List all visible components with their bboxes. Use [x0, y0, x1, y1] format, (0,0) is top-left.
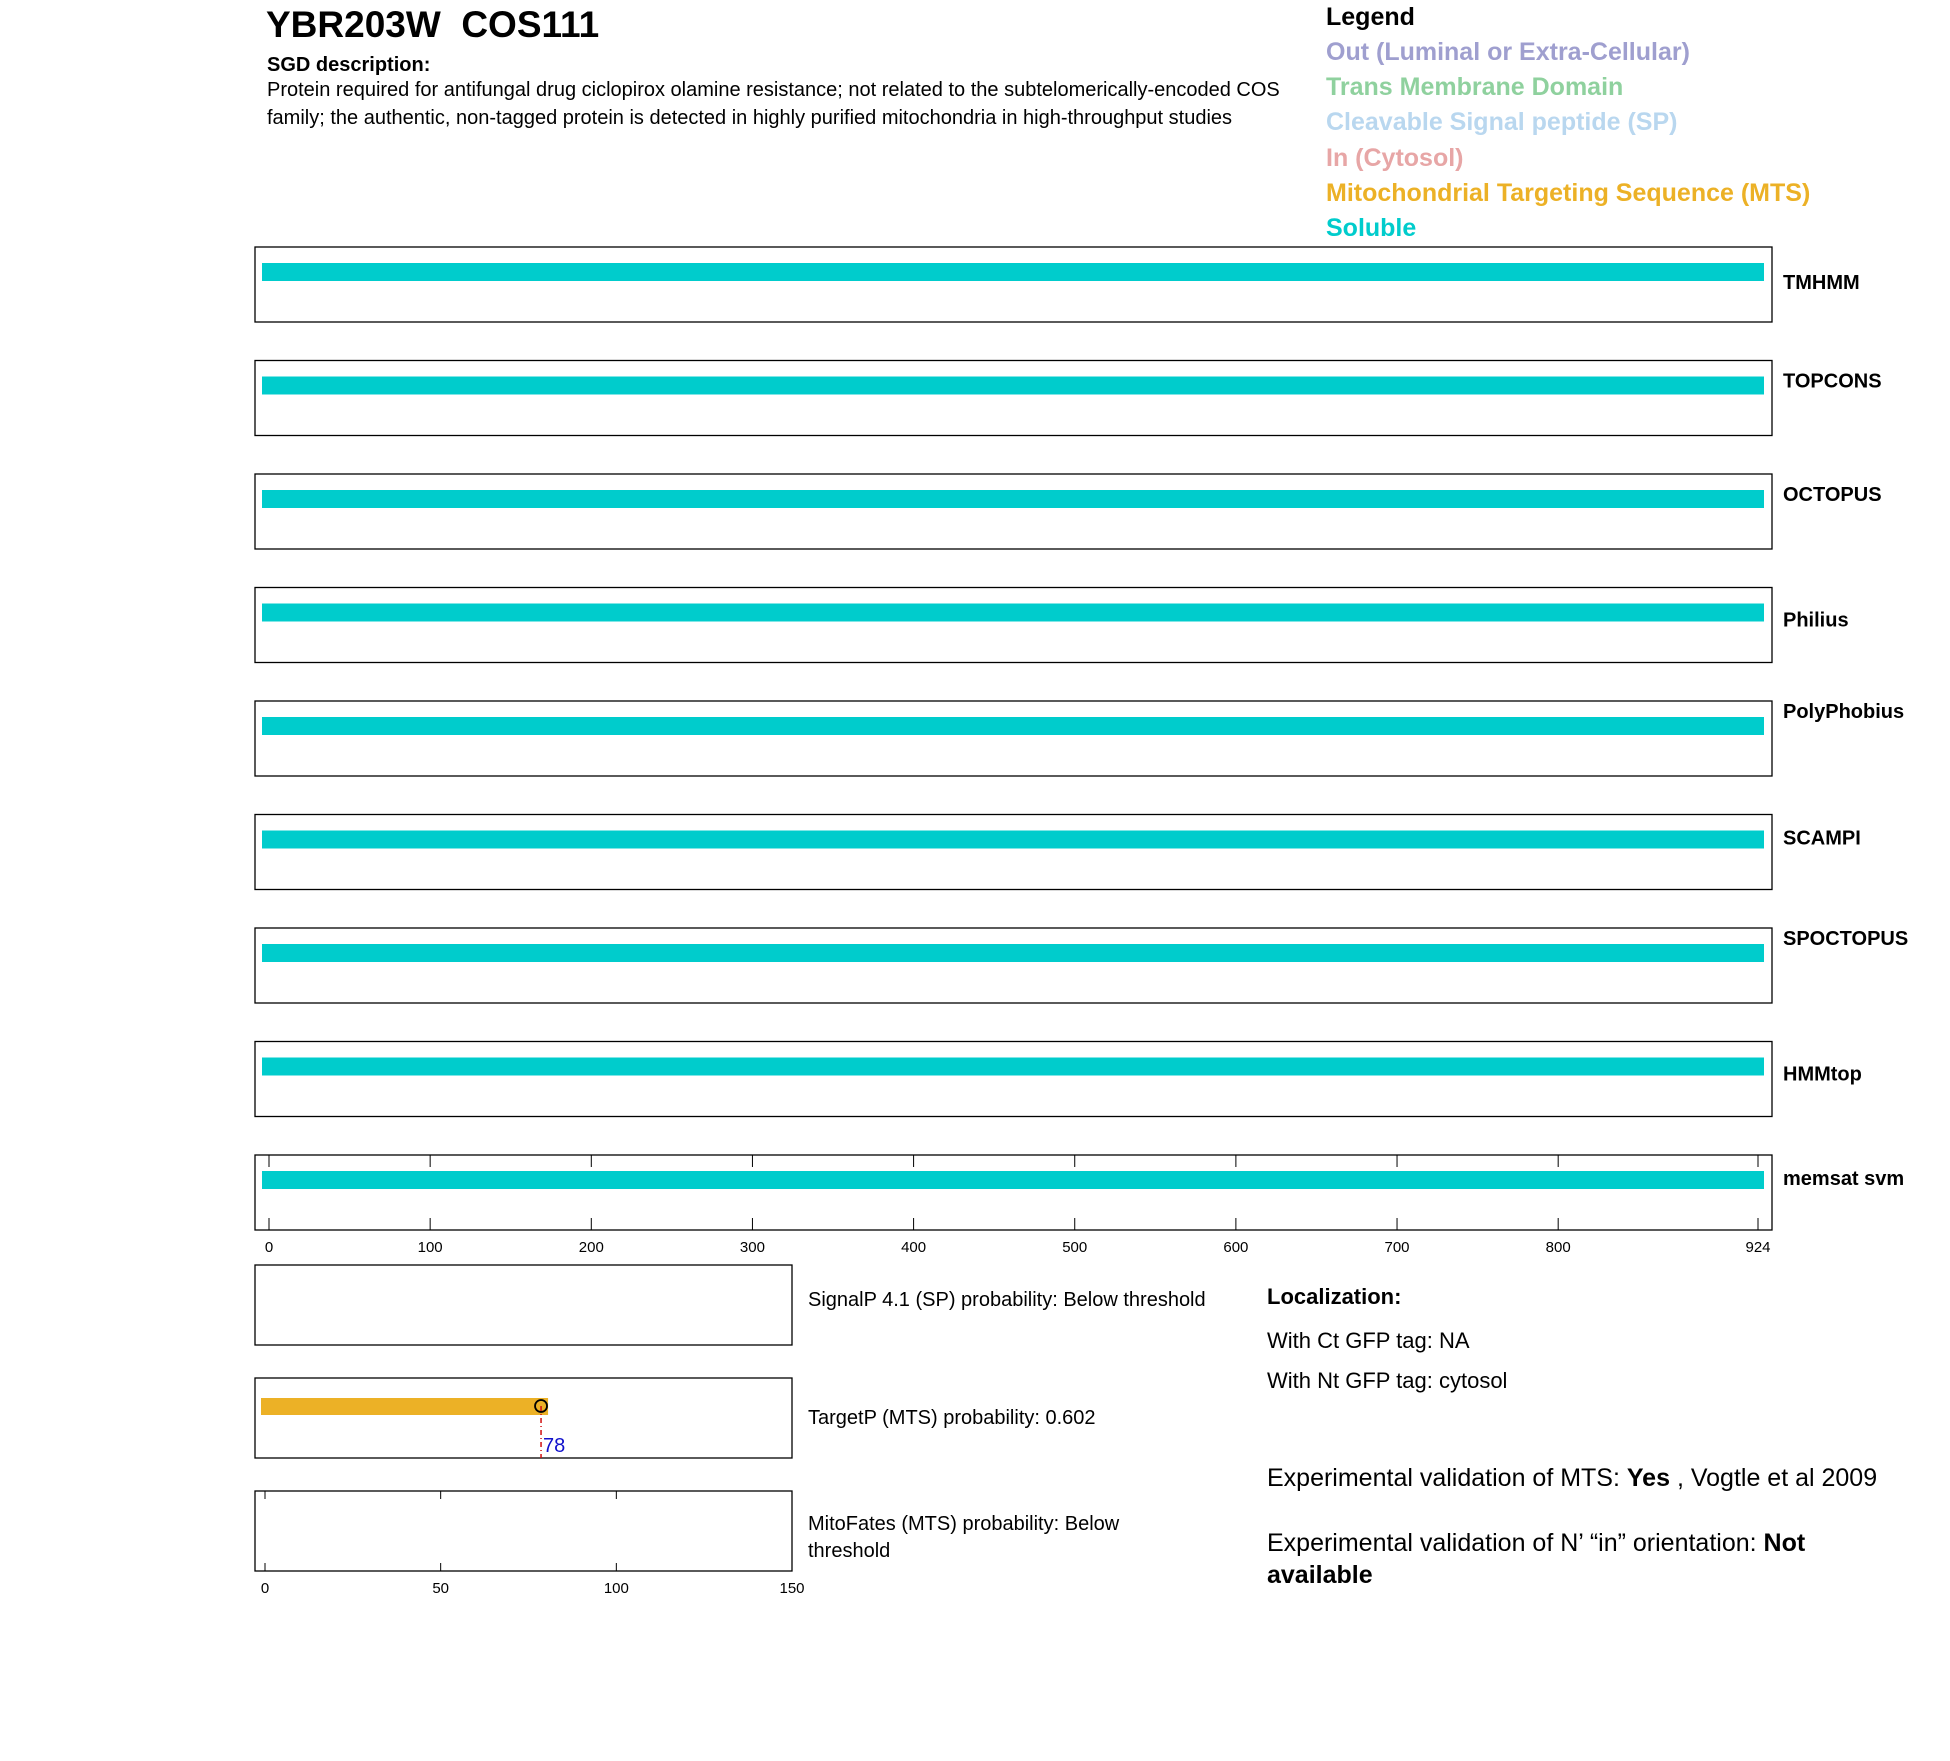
- panel-scampi: [255, 815, 1772, 890]
- mts-validation-value: Yes: [1626, 1464, 1670, 1492]
- tick-label-300: 300: [739, 1239, 765, 1256]
- panel-topcons: [255, 361, 1772, 436]
- legend-title: Legend: [1326, 3, 1415, 31]
- panel-octopus: [255, 474, 1772, 549]
- localization-ct-gfp: With Ct GFP tag: NA: [1267, 1328, 1470, 1353]
- sgd-description-text: Protein required for antifungal drug ciclopirox olamine resistance; not related to the subtelomerically-encoded COS family; the authentic, non-tagged protein is detected in highly purified mitochondria in high-throughput studies: [267, 79, 1280, 129]
- panel-spoctopus: [255, 928, 1772, 1003]
- bar-spoctopus-soluble: [262, 944, 1764, 962]
- bar-targetp-mts: [261, 1398, 548, 1415]
- bar-topcons-soluble: [262, 377, 1764, 395]
- panel-targetp: [255, 1378, 792, 1458]
- legend-item-trans-membrane: Trans Membrane Domain: [1326, 73, 1624, 101]
- tick-label-0: 0: [264, 1239, 274, 1256]
- targetp-probability: TargetP (MTS) probability: 0.602: [808, 1407, 1096, 1429]
- signalp-probability: SignalP 4.1 (SP) probability: Below threshold: [808, 1289, 1206, 1311]
- orientation-validation-prefix: Experimental validation of N’ “in” orientation:: [1267, 1529, 1764, 1557]
- tool-label-philius: Philius: [1783, 609, 1849, 632]
- legend-item-signal-peptide: Cleavable Signal peptide (SP): [1326, 108, 1678, 136]
- small-tick-label-50: 50: [432, 1580, 450, 1597]
- gene-title: YBR203W COS111: [266, 4, 600, 45]
- tool-label-tmhmm: TMHMM: [1783, 272, 1860, 294]
- bar-polyphobius-soluble: [262, 717, 1764, 735]
- orientation-validation-value: Not available: [1267, 1529, 1806, 1589]
- bar-tmhmm-soluble: [262, 263, 1764, 281]
- tick-label-800: 800: [1545, 1239, 1571, 1256]
- mts-validation-reference: , Vogtle et al 2009: [1670, 1464, 1878, 1492]
- tool-label-hmmtop: HMMtop: [1783, 1063, 1862, 1086]
- legend-item-out: Out (Luminal or Extra-Cellular): [1326, 38, 1690, 66]
- tick-label-100: 100: [417, 1239, 443, 1256]
- tool-label-memsat-svm: memsat svm: [1783, 1168, 1905, 1190]
- tick-label-500: 500: [1062, 1239, 1088, 1256]
- panel-hmmtop: [255, 1042, 1772, 1117]
- tool-label-octopus: OCTOPUS: [1783, 484, 1882, 506]
- tick-label-400: 400: [901, 1239, 927, 1256]
- experimental-orientation-validation: [1267, 1527, 1867, 1591]
- panel-mitofates: [255, 1491, 792, 1571]
- localization-nt-gfp: With Nt GFP tag: cytosol: [1267, 1368, 1508, 1393]
- mts-validation-prefix: Experimental validation of MTS:: [1267, 1464, 1627, 1492]
- bar-scampi-soluble: [262, 831, 1764, 849]
- panel-memsat-svm: [255, 1155, 1772, 1230]
- experimental-mts-validation: [1267, 1462, 1907, 1494]
- localization-heading: Localization:: [1267, 1284, 1402, 1309]
- sgd-description-heading: SGD description:: [267, 54, 431, 76]
- tool-label-polyphobius: PolyPhobius: [1783, 701, 1905, 723]
- panel-tmhmm: [255, 247, 1772, 322]
- tool-label-topcons: TOPCONS: [1783, 370, 1882, 393]
- mitofates-probability: MitoFates (MTS) probability: Below threshold: [808, 1513, 1120, 1562]
- legend-item-mts: Mitochondrial Targeting Sequence (MTS): [1326, 179, 1811, 207]
- small-tick-label-0: 0: [260, 1580, 270, 1597]
- bar-hmmtop-soluble: [262, 1058, 1764, 1076]
- tick-label-200: 200: [578, 1239, 604, 1256]
- tick-label-700: 700: [1384, 1239, 1410, 1256]
- bar-octopus-soluble: [262, 490, 1764, 508]
- panel-polyphobius: [255, 701, 1772, 776]
- bar-philius-soluble: [262, 604, 1764, 622]
- tick-label-924: 924: [1745, 1239, 1771, 1256]
- tick-label-600: 600: [1223, 1239, 1249, 1256]
- small-tick-label-100: 100: [603, 1580, 629, 1597]
- bar-memsat-svm-soluble: [262, 1171, 1764, 1189]
- tool-label-spoctopus: SPOCTOPUS: [1783, 928, 1909, 950]
- legend-item-in-cytosol: In (Cytosol): [1326, 144, 1464, 172]
- panel-signalp: [255, 1265, 792, 1345]
- panel-philius: [255, 588, 1772, 663]
- cleavage-label-targetp: 78: [543, 1435, 566, 1457]
- small-tick-label-150: 150: [779, 1580, 805, 1597]
- legend-item-soluble: Soluble: [1326, 214, 1417, 242]
- tool-label-scampi: SCAMPI: [1783, 827, 1861, 850]
